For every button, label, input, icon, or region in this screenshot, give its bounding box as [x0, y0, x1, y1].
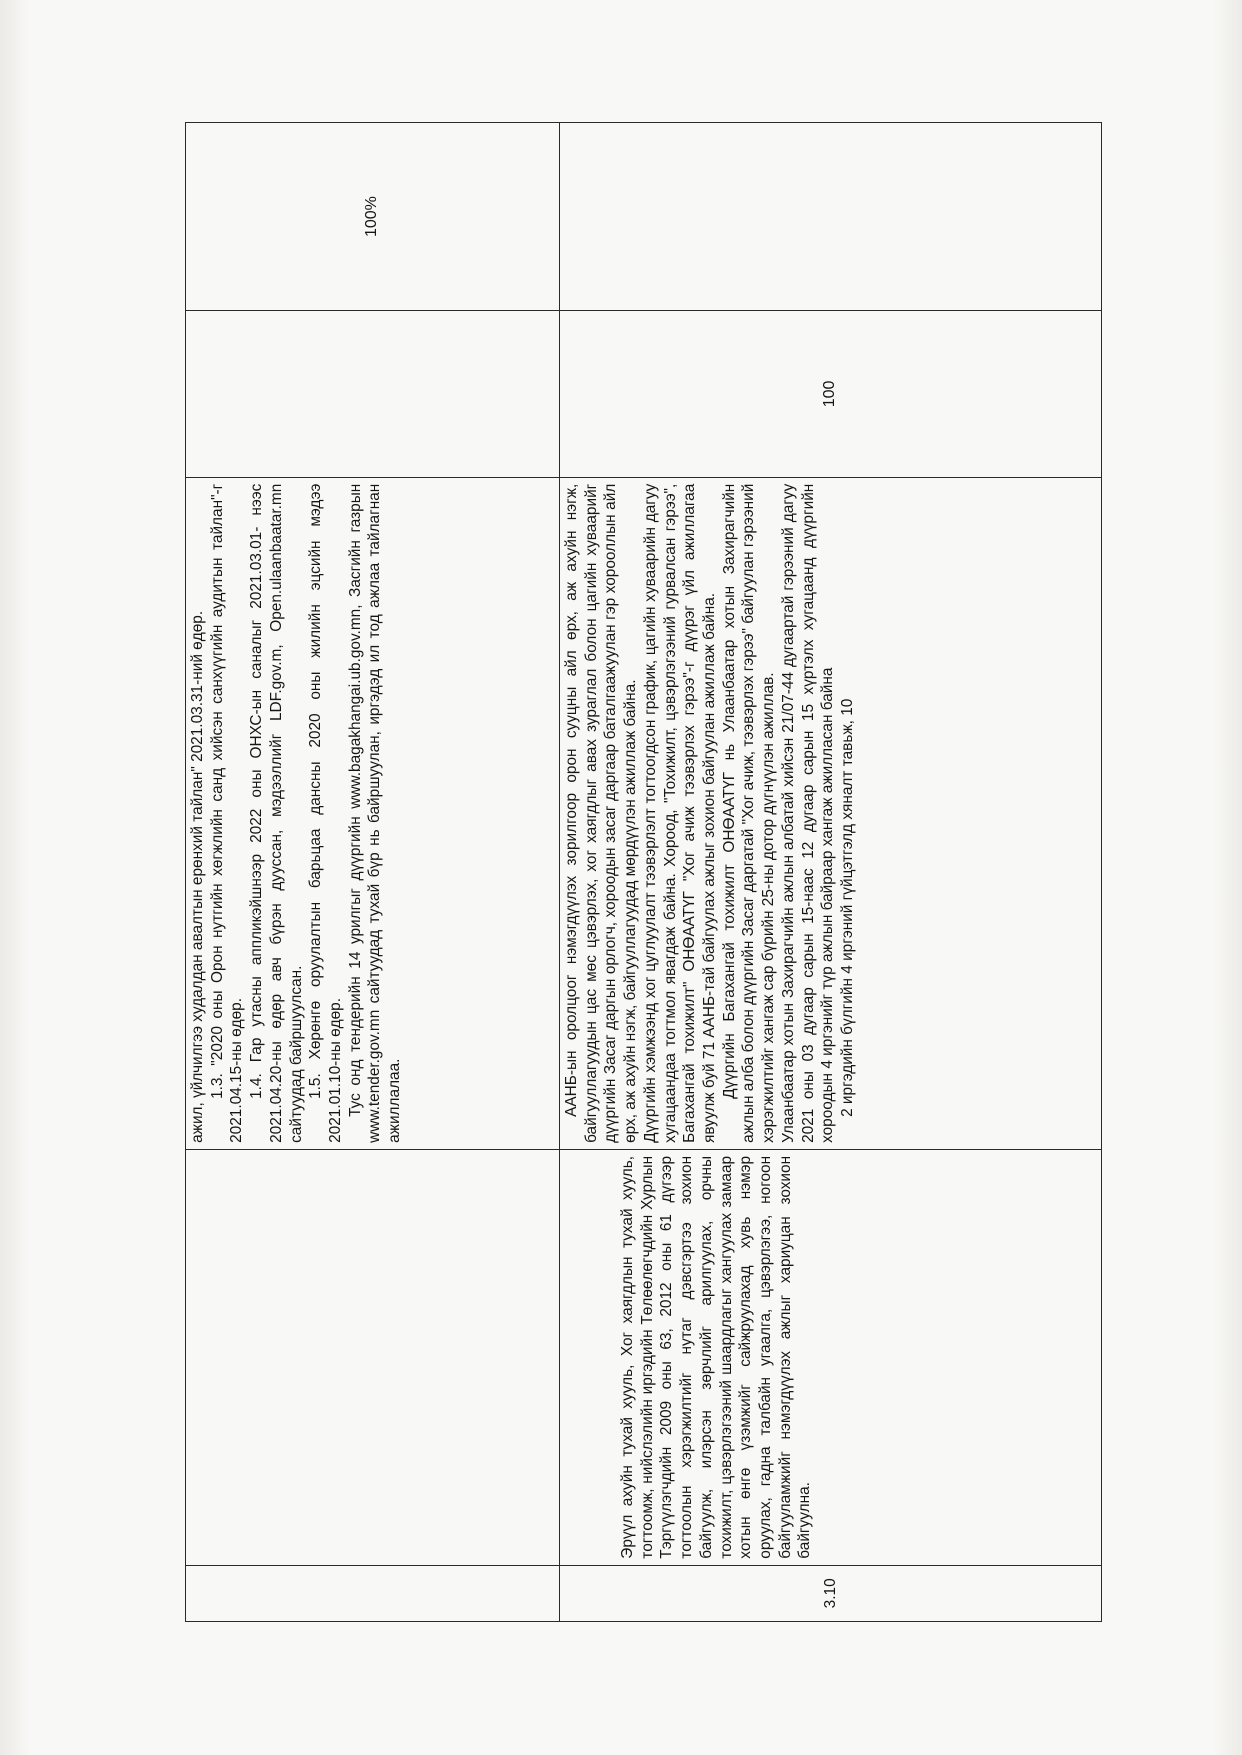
table-row — [186, 123, 560, 1622]
row-number-cell — [186, 1565, 560, 1621]
implementation-line: Дүүргийн хэмжээнд хог цуглуулалт тээвэрлэлт тогтоогдсон график, цагийн хуваарийн дагуу хугацаандаа тогтмол явагдаж байна. Хороод, "Тохижилт, цэвэрлэгээний гурвалсан гэрээ", Багахангай тохижилт" ОНӨААТҮГ "Хог ачиж тээвэрлэх гэрээ"-г дүүрэг үйл ажиллагаа явуулж буй 71 ААНБ-тай байгуулах ажлыг зохион байгуулан ажиллаж байна. — [641, 483, 719, 1143]
implementation-cell — [186, 477, 560, 1149]
implementation-line: 1.5. Хөрөнгө оруулалтын барьцаа дансны 2020 оны жилийн эцсийн мэдээ 2021.01.10-ны өдөр. — [307, 483, 345, 1143]
implementation-line: Дүүргийн Багахангай тохижилт ОНӨААТҮГ нь Улаанбаатар хотын Захирагчийн ажлын алба болон дүүргийн Засаг даргатай "Хог ачиж, тээвэрлэх гэрээ" байгуулан гэрээний хэрэгжилтийг хангаж сар бүрийн 25-ны дотор дүгнүүлэн ажиллав. — [720, 483, 778, 1143]
rotated-table-sheet — [185, 122, 1101, 1622]
score-cell: 100 — [560, 311, 1102, 478]
score-cell — [186, 311, 560, 478]
implementation-line: Улаанбаатар хотын Захирагчийн ажлын албатай хийсэн 21/07-44 дугаартай гэрээний дагуу 2021 оны 03 дугаар сарын 15-наас 12 дугаар сарын 15 хүртэлх хугацаанд дүүргийн хороодын 4 иргэнийг түр ажлын байраар хангаж ажилласан байна — [779, 483, 837, 1143]
implementation-line: 1.4. Гар утасны аппликэйшнээр 2022 оны ОНХС-ын саналыг 2021.03.01- нээс 2021.04.20-ны өдөр авч бүрэн дууссан, мэдээллийг LDF.gov.m, Open.ulaanbaatar.mn сайтуудад байршуулсан. — [248, 483, 305, 1143]
percent-cell: 100% — [186, 123, 560, 311]
implementation-cell — [560, 477, 1102, 1149]
requirement-cell — [186, 1149, 560, 1565]
implementation-line: 1.3. "2020 оны Орон нутгийн хөгжлийн санд хийсэн санхүүгийн аудитын тайлан"-г 2021.04.15-ны өдөр. — [208, 483, 246, 1143]
percent-cell — [560, 123, 1102, 311]
row-number-cell: 3.10 — [560, 1565, 1102, 1621]
requirement-cell — [560, 1149, 1102, 1565]
table-row — [560, 123, 1102, 1622]
implementation-line: ААНБ-ын оролцоог нэмэгдүүлэх зорилгоор орон сууцны айл өрх, аж ахуйн нэгж, байгууллагуудын цас мөс цэвэрлэх, хог хаягдлыг авах зураглал болон цагийн хуваарийг дүүргийн Засаг даргын орлогч, хороодын засаг даргаар баталгаажуулан гэр хорооллын айл өрх, аж ахуйн нэгж, байгууллагуудад мөрдүүлэн ажиллаж байна. — [563, 483, 640, 1143]
implementation-line: Тус онд тендерийн 14 урилгыг дүүргийн www.bagakhangai.ub.gov.mn, Засгийн газрын www.tender.gov.mn сайтуудад тухай бүр нь байршуулан, иргэдэд ил тод ажлаа тайлагнан ажиллалаа. — [346, 483, 404, 1143]
implementation-line: ажил, үйлчилгээ худалдан авалтын ерөнхий тайлан" 2021.03.31-ний өдөр. — [189, 610, 206, 1143]
implementation-line: 2 иргэдийн бүлгийн 4 иргэний гүйцэтгэлд хяналт тавьж, 10 — [839, 698, 857, 1117]
evaluation-table — [185, 122, 1102, 1622]
requirement-text: Эрүүл ахуйн тухай хууль, Хог хаягдлын тухай хууль, тогтоомж, нийслэлийн иргэдийн Төлөөлөгчдийн Хурлын Тэргүүлэгчдийн 2009 оны 63, 2012 оны 61 дүгээр тогтоолын хэрэгжилтийг нутаг дэвсгэртээ зохион байгуулж, илэрсэн зөрчлийг арилгуулах, орчны тохижилт, цэвэрлэгээний шаардлагыг хангуулах замаар хотын өнгө үзэмжийг сайжруулахад хувь нэмэр оруулах, гадна талбайн угаалга, цэвэрлэгээ, ногоон байгууламжийг нэмэгдүүлэх ажлыг хариуцан зохион байгуулна. — [619, 1155, 814, 1559]
